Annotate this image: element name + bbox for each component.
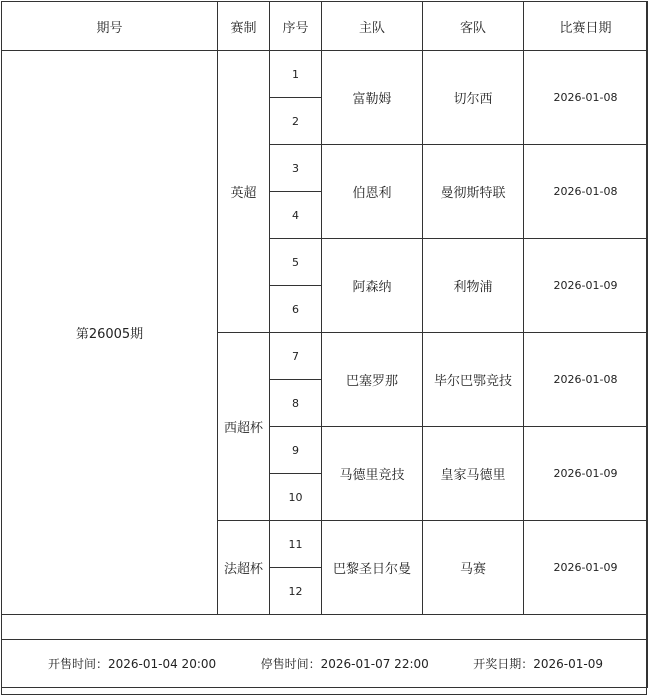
footer-row [2,640,648,688]
match-date-cell: 2026-01-09 [524,521,648,615]
seq-cell: 3 [270,145,322,192]
match-date-cell: 2026-01-08 [524,333,648,427]
competition-cell: 西超杯 [218,333,270,521]
match-schedule-table [1,1,648,688]
home-team-cell: 马德里竞技 [322,427,423,521]
away-team-cell: 利物浦 [423,239,524,333]
away-team-cell: 曼彻斯特联 [423,145,524,239]
header-period: 期号 [2,2,218,51]
header-seq: 序号 [270,2,322,51]
seq-cell: 8 [270,380,322,427]
seq-cell: 11 [270,521,322,568]
competition-cell: 法超杯 [218,521,270,615]
header-row [2,2,648,51]
seq-cell: 4 [270,192,322,239]
seq-cell: 9 [270,427,322,474]
seq-cell: 2 [270,98,322,145]
match-date-cell: 2026-01-09 [524,427,648,521]
header-date: 比赛日期 [524,2,648,51]
seq-cell: 12 [270,568,322,615]
table-row [2,51,648,98]
header-away: 客队 [423,2,524,51]
match-date-cell: 2026-01-09 [524,239,648,333]
home-team-cell: 阿森纳 [322,239,423,333]
home-team-cell: 巴塞罗那 [322,333,423,427]
seq-cell: 7 [270,333,322,380]
seq-cell: 1 [270,51,322,98]
away-team-cell: 毕尔巴鄂竞技 [423,333,524,427]
match-date-cell: 2026-01-08 [524,51,648,145]
draw-date: 开奖日期：2026-01-09 [473,657,603,671]
sale-start-time: 开售时间：2026-01-04 20:00 [48,657,217,671]
period-cell: 第26005期 [2,51,218,615]
header-home: 主队 [322,2,423,51]
seq-cell: 6 [270,286,322,333]
footer-info [2,655,647,672]
seq-cell: 5 [270,239,322,286]
competition-cell: 英超 [218,51,270,333]
header-competition: 赛制 [218,2,270,51]
sale-stop-time: 停售时间：2026-01-07 22:00 [260,657,429,671]
home-team-cell: 富勒姆 [322,51,423,145]
home-team-cell: 巴黎圣日尔曼 [322,521,423,615]
away-team-cell: 切尔西 [423,51,524,145]
spacer-row [2,615,648,640]
match-date-cell: 2026-01-08 [524,145,648,239]
away-team-cell: 皇家马德里 [423,427,524,521]
seq-cell: 10 [270,474,322,521]
footer-cell [2,640,648,688]
home-team-cell: 伯恩利 [322,145,423,239]
spacer-cell [2,615,648,640]
away-team-cell: 马赛 [423,521,524,615]
